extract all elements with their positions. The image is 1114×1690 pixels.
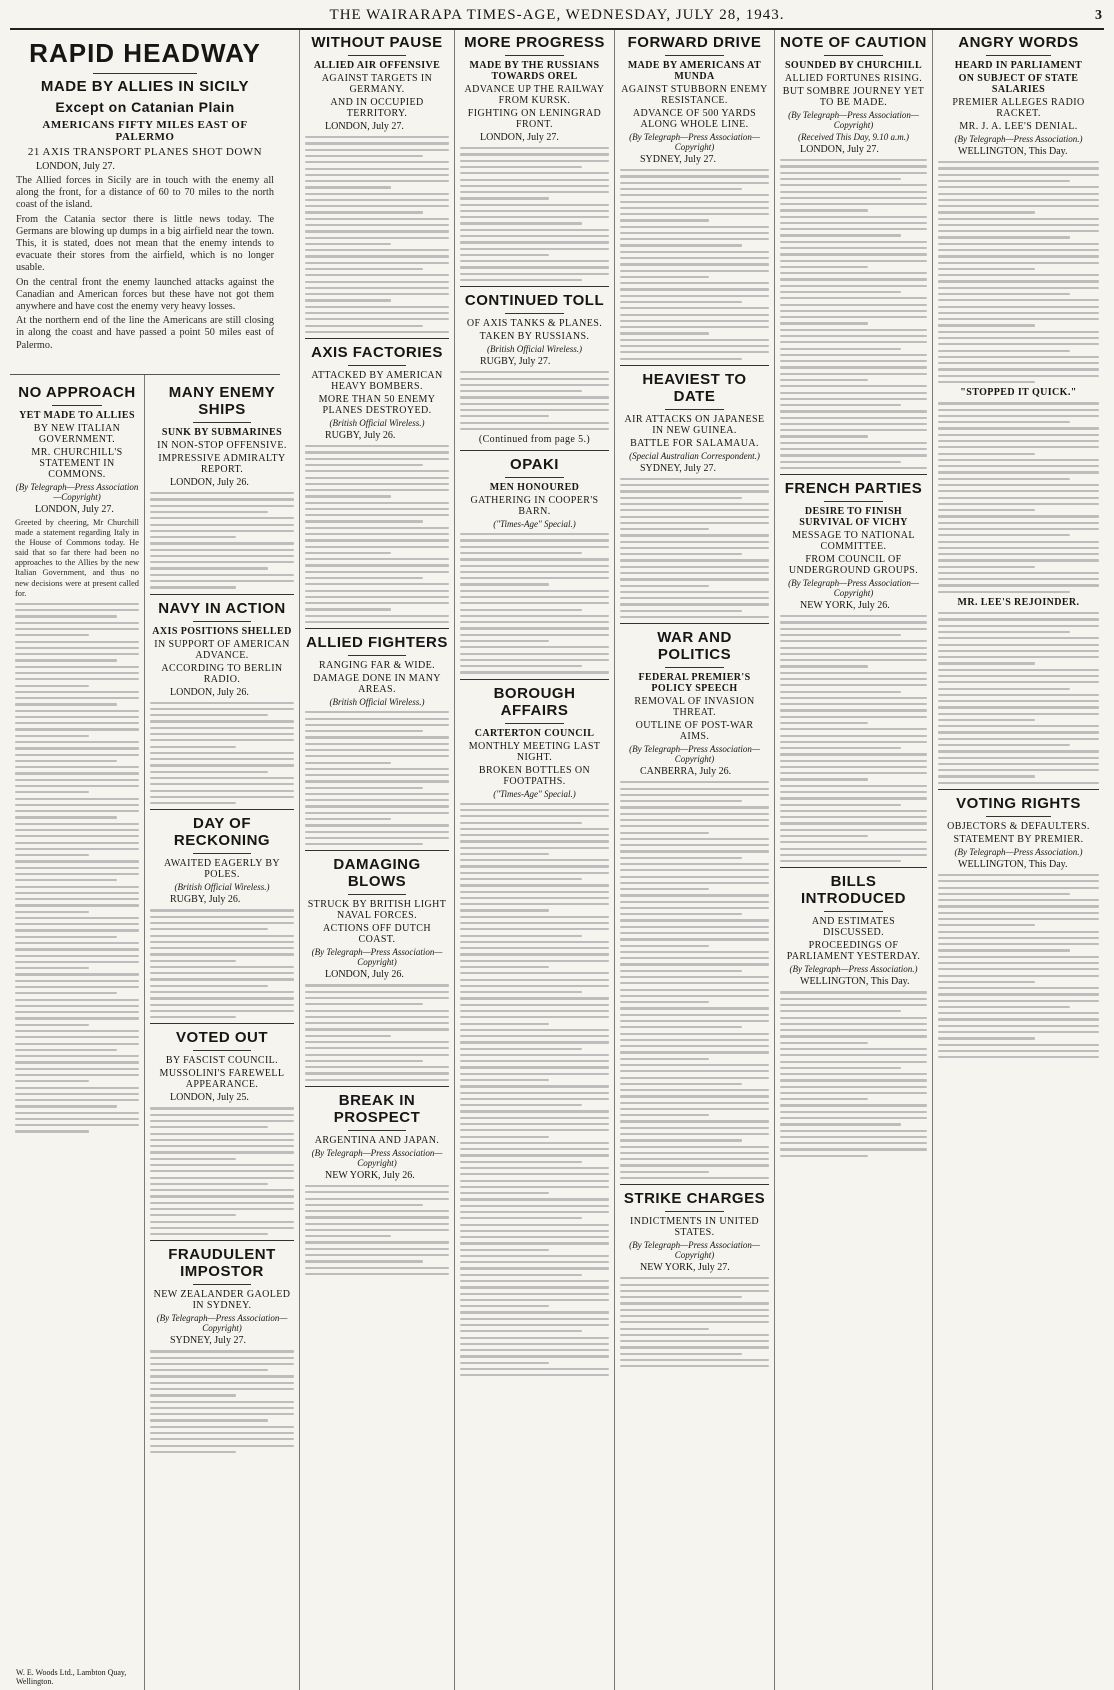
dateline: RUGBY, July 27.: [480, 356, 551, 368]
paragraph: At the northern end of the line the Americans are still closing in along the coast and have passed a point 50 miles east of Palermo.: [16, 315, 274, 351]
dateline: LONDON, July 27.: [35, 504, 114, 515]
divider: [150, 1023, 294, 1024]
story-deck: DESIRE TO FINISH SURVIVAL OF VICHY: [799, 506, 908, 529]
body-text-block: [15, 603, 139, 1133]
dateline: LONDON, July 25.: [170, 1092, 249, 1104]
lead-deck: 21 AXIS TRANSPORT PLANES SHOT DOWN: [27, 146, 263, 158]
dateline: LONDON, July 26.: [170, 477, 249, 488]
story-deck: STRUCK BY BRITISH LIGHT NAVAL FORCES.: [307, 899, 447, 922]
byline: (By Telegraph—Press Association—Copyright): [311, 1147, 443, 1168]
dateline: NEW YORK, July 26.: [800, 600, 890, 612]
story-deck: FIGHTING ON LENINGRAD FRONT.: [467, 108, 602, 130]
body-text-block: [305, 711, 449, 845]
story-deck: MUSSOLINI'S FAREWELL APPEARANCE.: [159, 1068, 285, 1091]
body-text-block: [780, 159, 927, 469]
column-4: [455, 30, 615, 1690]
story-headline: WAR AND POLITICS: [657, 629, 732, 664]
column-3: [300, 30, 455, 1690]
subheading: "STOPPED IT QUICK.": [960, 387, 1077, 399]
body-text-block: [460, 371, 609, 430]
story-deck: TAKEN BY RUSSIANS.: [479, 331, 590, 343]
column-6: [775, 30, 933, 1690]
dateline: SYDNEY, July 27.: [640, 462, 716, 474]
dateline: WELLINGTON, This Day.: [958, 146, 1068, 157]
dateline: CANBERRA, July 26.: [640, 766, 732, 778]
paragraph: From the Catania sector there is little news today. The Germans are blowing up dumps in a big airfield near the town. This, it is stated, does not mean that the enemy intends to evacuate their stores from the airfield, which is no longer usable.: [16, 213, 274, 274]
dateline: LONDON, July 27.: [480, 132, 559, 143]
story-deck: MORE THAN 50 ENEMY PLANES DESTROYED.: [318, 394, 436, 416]
story-deck: AND ESTIMATES DISCUSSED.: [811, 916, 896, 939]
dateline: NEW YORK, July 27.: [640, 1262, 730, 1274]
story-deck: GATHERING IN COOPER'S BARN.: [470, 495, 599, 518]
story-deck: SOUNDED BY CHURCHILL: [784, 60, 923, 71]
divider: [620, 1184, 769, 1185]
byline: (By Telegraph—Press Association—Copyright): [15, 482, 139, 502]
story-deck: AWAITED EAGERLY BY POLES.: [163, 858, 281, 881]
story-deck: MESSAGE TO NATIONAL COMMITTEE.: [792, 530, 915, 553]
story-deck: ATTACKED BY AMERICAN HEAVY BOMBERS.: [311, 370, 443, 392]
divider: [305, 850, 449, 851]
body-text-block: [305, 136, 449, 333]
story-headline: FRENCH PARTIES: [784, 480, 923, 498]
story-deck: BUT SOMBRE JOURNEY YET TO BE MADE.: [782, 86, 925, 108]
story-deck: MADE BY AMERICANS AT MUNDA: [627, 60, 762, 82]
story-deck: AND IN OCCUPIED TERRITORY.: [330, 97, 424, 119]
divider: [460, 679, 609, 680]
story-deck: ACTIONS OFF DUTCH COAST.: [323, 923, 431, 946]
story-deck: ALLIED FORTUNES RISING.: [784, 73, 923, 84]
divider: [780, 867, 927, 868]
story-headline: ALLIED FIGHTERS: [306, 634, 448, 652]
byline: (By Telegraph—Press Association—Copyright): [788, 578, 919, 599]
story-headline: BOROUGH AFFAIRS: [493, 684, 576, 719]
divider: [193, 853, 251, 854]
divider: [938, 789, 1099, 790]
story-deck: RANGING FAR & WIDE.: [318, 660, 436, 672]
body-text-block: [150, 909, 294, 1018]
divider: [986, 816, 1050, 817]
divider: [505, 477, 565, 478]
story-headline: ANGRY WORDS: [958, 34, 1079, 51]
paragraph: Greeted by cheering, Mr Churchill made a statement regarding Italy in the House of Commons today. He said that so far there had been no approaches to the Allies by the new Italian Government, and thus no new decisions were at present called for.: [15, 518, 139, 598]
body-text-block: [938, 402, 1099, 593]
byline: (By Telegraph—Press Association—Copyright): [311, 947, 443, 968]
divider: [348, 894, 406, 895]
lead-deck: Except on Catanian Plain: [55, 99, 235, 115]
dateline: SYDNEY, July 27.: [170, 1335, 246, 1347]
lead-deck: MADE BY ALLIES IN SICILY: [40, 78, 250, 95]
story-headline: FORWARD DRIVE: [627, 34, 762, 51]
story-headline: VOTING RIGHTS: [956, 794, 1081, 812]
byline: ("Times-Age" Special.): [493, 788, 576, 799]
divider: [305, 628, 449, 629]
story-deck: IN SUPPORT OF AMERICAN ADVANCE.: [154, 638, 290, 661]
byline: (Special Australian Correspondent.): [629, 450, 760, 461]
dateline: LONDON, July 27.: [36, 161, 115, 172]
divider: [193, 1284, 251, 1285]
body-text-block: [150, 1107, 294, 1235]
dateline: WELLINGTON, This Day.: [958, 858, 1068, 870]
story-headline: DAMAGING BLOWS: [333, 856, 421, 891]
dateline: NEW YORK, July 26.: [325, 1169, 415, 1181]
divider: [665, 667, 725, 668]
story-deck: MEN HONOURED: [489, 482, 580, 494]
divider: [150, 1240, 294, 1241]
body-text-block: [620, 478, 769, 618]
masthead-title: THE WAIRARAPA TIMES-AGE, WEDNESDAY, JULY 28, 1943.: [329, 7, 785, 23]
story-deck: AGAINST STUBBORN ENEMY RESISTANCE.: [621, 84, 768, 106]
divider: [824, 55, 883, 56]
column-7: [933, 30, 1104, 1690]
paragraph: The Allied forces in Sicily are in touch with the enemy all along the front, for a distance of 60 to 70 miles to the north coast of the island.: [16, 175, 274, 211]
body-text-block: [305, 445, 449, 623]
story-deck: FROM COUNCIL OF UNDERGROUND GROUPS.: [788, 554, 919, 577]
byline: (By Telegraph—Press Association.): [954, 846, 1083, 857]
story-deck: MADE BY THE RUSSIANS TOWARDS OREL: [469, 60, 600, 82]
story-headline: STRIKE CHARGES: [623, 1190, 766, 1208]
story-deck: CARTERTON COUNCIL: [474, 727, 595, 739]
byline: (By Telegraph—Press Association—Copyright): [629, 744, 760, 765]
subheading: MR. LEE'S REJOINDER.: [957, 597, 1080, 609]
divider: [193, 621, 251, 622]
story-deck: INDICTMENTS IN UNITED STATES.: [630, 1216, 759, 1239]
divider: [348, 55, 406, 56]
dateline: LONDON, July 27.: [325, 121, 404, 132]
advertiser-footer: W. E. Woods Ltd., Lambton Quay, Wellington.: [16, 1668, 127, 1686]
divider: [505, 313, 565, 314]
body-text-block: [938, 161, 1099, 383]
divider: [52, 405, 102, 406]
body-text-block: [620, 1277, 769, 1367]
divider: [665, 1211, 725, 1212]
story-deck: ACCORDING TO BERLIN RADIO.: [161, 662, 283, 685]
story-headline: VOTED OUT: [175, 1029, 268, 1047]
story-headline: WITHOUT PAUSE: [311, 34, 443, 51]
divider: [150, 809, 294, 810]
story-deck: AIR ATTACKS ON JAPANESE IN NEW GUINEA.: [624, 413, 765, 436]
divider: [505, 55, 565, 56]
byline: (By Telegraph—Press Association—Copyright): [788, 110, 919, 130]
story-deck: BATTLE FOR SALAMAUA.: [630, 437, 759, 449]
story-deck: BY FASCIST COUNCIL.: [165, 1055, 279, 1067]
body-text-block: [938, 874, 1099, 1058]
story-headline: NOTE OF CAUTION: [780, 34, 927, 51]
body-text-block: [460, 803, 609, 1377]
byline: (British Official Wireless.): [174, 882, 270, 893]
story-deck: MONTHLY MEETING LAST NIGHT.: [468, 740, 601, 763]
body-text-block: [620, 169, 769, 360]
story-headline: NAVY IN ACTION: [158, 599, 286, 617]
divider: [348, 1130, 406, 1131]
byline: (By Telegraph—Press Association.): [954, 134, 1083, 144]
body-text-block: [780, 615, 927, 862]
divider: [305, 338, 449, 339]
divider: [620, 623, 769, 624]
story-deck: DAMAGE DONE IN MANY AREAS.: [313, 673, 441, 696]
byline: (By Telegraph—Press Association.): [789, 964, 918, 975]
story-deck: IN NON-STOP OFFENSIVE.: [157, 440, 287, 451]
story-deck: ARGENTINA AND JAPAN.: [314, 1134, 440, 1146]
dateline: WELLINGTON, This Day.: [800, 976, 910, 988]
dateline: RUGBY, July 26.: [325, 430, 396, 441]
story-headline: AXIS FACTORIES: [311, 344, 443, 361]
story-deck: OBJECTORS & DEFAULTERS.: [947, 820, 1090, 832]
byline: ("Times-Age" Special.): [493, 519, 576, 530]
story-headline: FRAUDULENT IMPOSTOR: [168, 1246, 276, 1281]
divider: [460, 286, 609, 287]
story-deck: OUTLINE OF POST-WAR AIMS.: [635, 720, 754, 743]
divider: [824, 501, 883, 502]
story-deck: ADVANCE UP THE RAILWAY FROM KURSK.: [464, 84, 605, 106]
divider: [305, 1086, 449, 1087]
divider: [780, 474, 927, 475]
body-text-block: [150, 492, 294, 588]
divider: [193, 1050, 251, 1051]
story-deck: REMOVAL OF INVASION THREAT.: [634, 696, 755, 719]
story-headline: NO APPROACH: [18, 384, 136, 401]
story-deck: ON SUBJECT OF STATE SALARIES: [958, 73, 1079, 95]
story-deck: OF AXIS TANKS & PLANES.: [466, 318, 603, 330]
story-deck: NEW ZEALANDER GAOLED IN SYDNEY.: [153, 1289, 291, 1312]
story-deck: SUNK BY SUBMARINES: [161, 427, 283, 438]
story-deck: AGAINST TARGETS IN GERMANY.: [321, 73, 433, 95]
body-text-block: [305, 984, 449, 1080]
divider: [986, 55, 1050, 56]
body-text-block: [305, 1185, 449, 1275]
lead-deck: AMERICANS FIFTY MILES EAST OF PALERMO: [42, 119, 248, 143]
divider: [665, 409, 725, 410]
dateline: SYDNEY, July 27.: [640, 154, 716, 165]
paragraph: On the central front the enemy launched attacks against the Canadian and American forces but these have not got them anywhere and have cost the enemy very heavy losses.: [16, 276, 274, 313]
story-deck: AXIS POSITIONS SHELLED: [152, 625, 292, 637]
story-headline: BILLS INTRODUCED: [801, 873, 906, 908]
story-headline: HEAVIEST TO DATE: [642, 370, 747, 405]
divider: [348, 655, 406, 656]
divider: [150, 594, 294, 595]
story-deck: MR. J. A. LEE'S DENIAL.: [959, 121, 1078, 132]
story-headline: MORE PROGRESS: [464, 34, 605, 51]
divider: [93, 73, 196, 74]
dateline: LONDON, July 27.: [800, 144, 879, 155]
body-text-block: [620, 781, 769, 1179]
body-text-block: [460, 147, 609, 281]
byline: (British Official Wireless.): [487, 344, 582, 355]
continued-note: (Continued from page 5.): [478, 434, 591, 446]
divider: [348, 365, 406, 366]
column-5: [615, 30, 775, 1690]
story-deck: PREMIER ALLEGES RADIO RACKET.: [952, 97, 1085, 119]
body-text-block: [150, 702, 294, 805]
divider: [193, 422, 251, 423]
story-deck: BY NEW ITALIAN GOVERNMENT.: [33, 423, 121, 445]
body-text-block: [938, 612, 1099, 784]
byline: (By Telegraph—Press Association—Copyright): [156, 1313, 288, 1334]
byline: (By Telegraph—Press Association—Copyright): [629, 1240, 760, 1261]
divider: [460, 450, 609, 451]
story-headline: DAY OF RECKONING: [173, 815, 271, 850]
divider: [620, 365, 769, 366]
story-deck: IMPRESSIVE ADMIRALTY REPORT.: [158, 453, 286, 475]
lead-headline: RAPID HEADWAY: [29, 38, 261, 68]
dateline: LONDON, July 26.: [170, 686, 249, 698]
story-deck: MR. CHURCHILL'S STATEMENT IN COMMONS.: [31, 447, 123, 480]
story-deck: BROKEN BOTTLES ON FOOTPATHS.: [478, 764, 591, 787]
story-deck: YET MADE TO ALLIES: [19, 410, 135, 421]
lead-story: [10, 30, 280, 375]
story-deck: HEARD IN PARLIAMENT: [954, 60, 1083, 71]
story-deck: FEDERAL PREMIER'S POLICY SPEECH: [638, 672, 751, 695]
story-headline: BREAK IN PROSPECT: [333, 1091, 421, 1126]
story-deck: PROCEEDINGS OF PARLIAMENT YESTERDAY.: [786, 940, 921, 963]
masthead: [10, 6, 1104, 26]
byline: (By Telegraph—Press Association—Copyright): [629, 132, 760, 152]
story-deck: STATEMENT BY PREMIER.: [953, 833, 1084, 845]
page-number: 3: [1095, 8, 1102, 23]
byline: (British Official Wireless.): [329, 418, 425, 428]
received-note: (Received This Day, 9.10 a.m.): [798, 132, 909, 142]
divider: [505, 723, 565, 724]
dateline: RUGBY, July 26.: [170, 894, 241, 906]
divider: [824, 911, 883, 912]
divider: [665, 55, 725, 56]
story-deck: ADVANCE OF 500 YARDS ALONG WHOLE LINE.: [632, 108, 757, 130]
story-headline: MANY ENEMY SHIPS: [168, 384, 276, 418]
story-headline: OPAKI: [510, 456, 559, 474]
byline: (British Official Wireless.): [329, 697, 425, 708]
story-deck: ALLIED AIR OFFENSIVE: [313, 60, 441, 71]
body-text-block: [780, 991, 927, 1157]
story-headline: CONTINUED TOLL: [464, 292, 605, 310]
dateline: LONDON, July 26.: [325, 969, 404, 981]
body-text-block: [150, 1350, 294, 1453]
body-text-block: [460, 533, 609, 673]
